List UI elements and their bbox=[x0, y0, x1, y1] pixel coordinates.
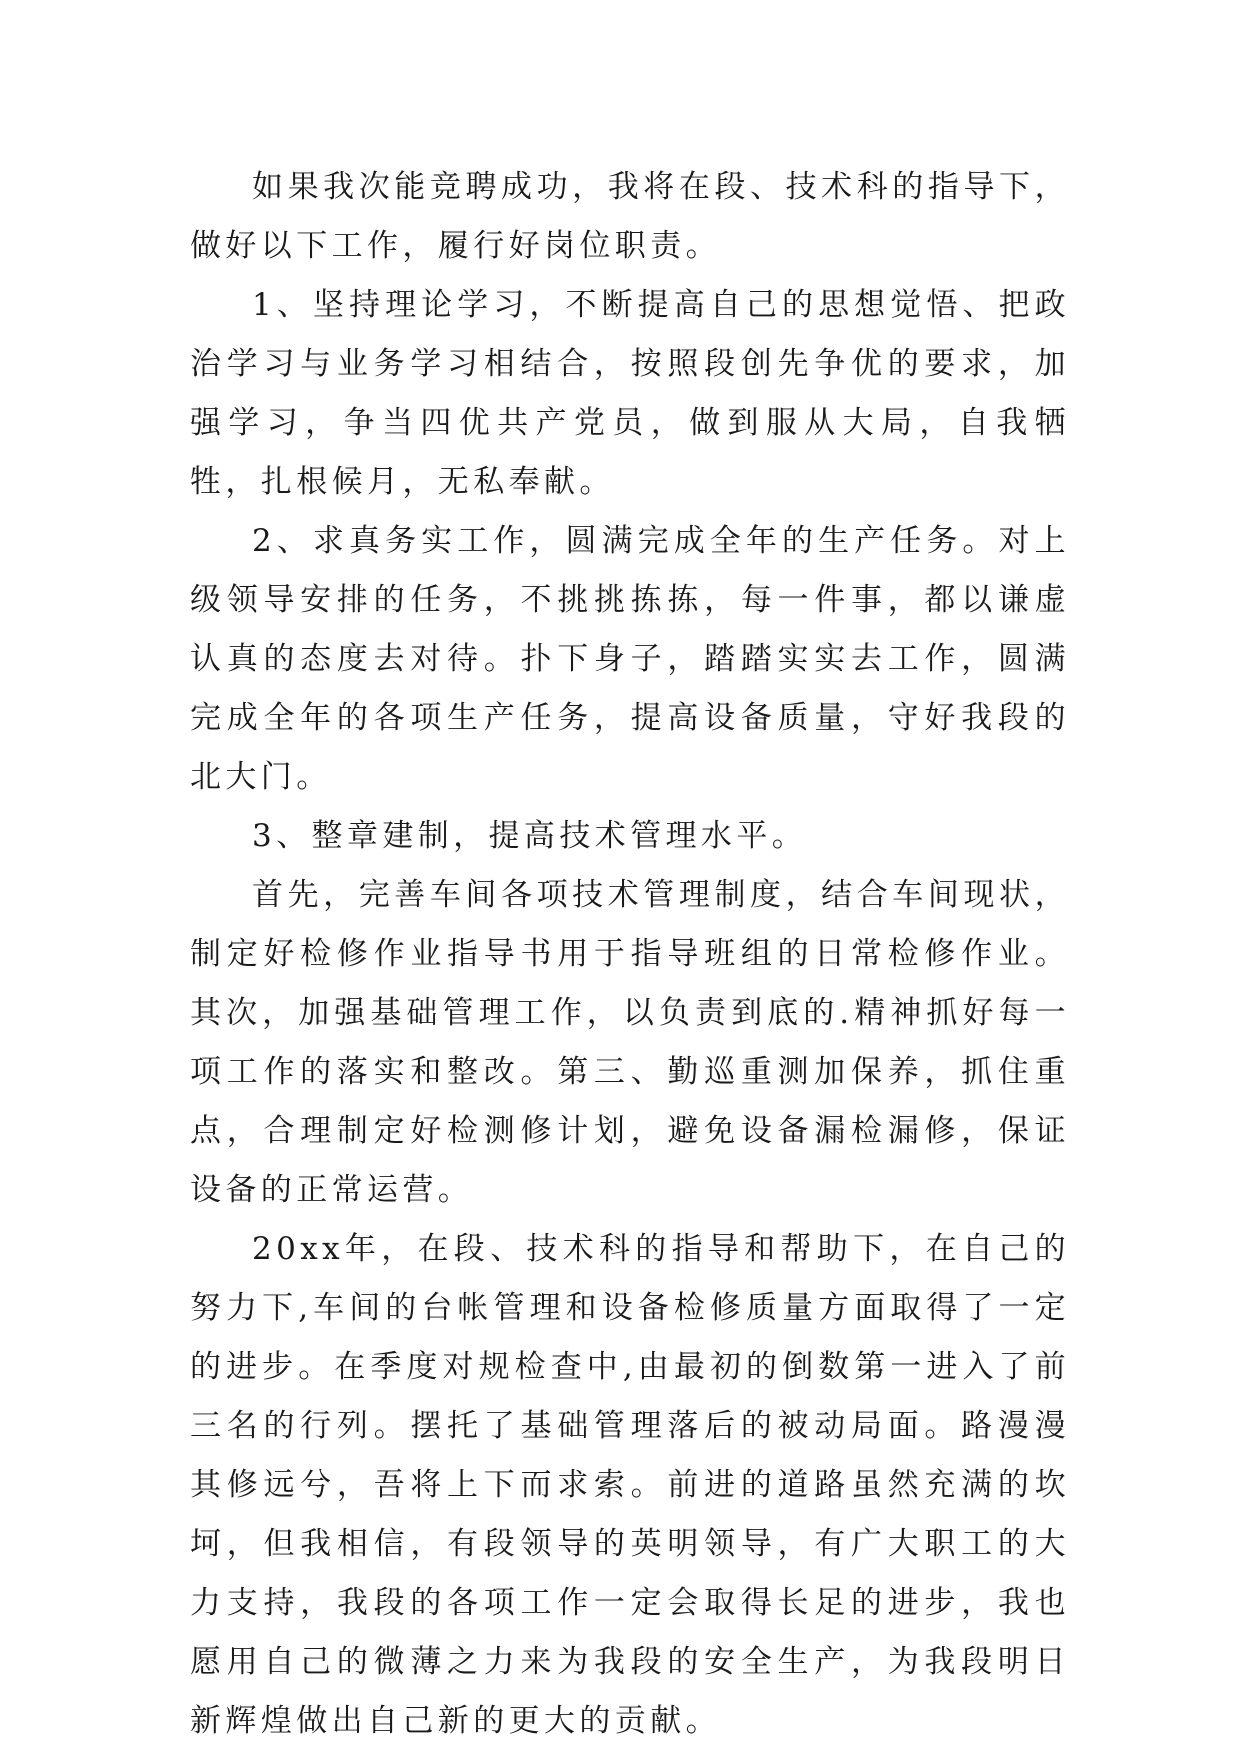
paragraph-conclusion: 20xx年，在段、技术科的指导和帮助下，在自己的努力下,车间的台帐管理和设备检修质量方面取得了一定的进步。在季度对规检查中,由最初的倒数第一进入了前三名的行列。摆托了基础管理落后的被动局面。路漫漫其修远兮，吾将上下而求索。前进的道路虽然充满的坎坷，但我相信，有段领导的英明领导，有广大职工的大力支持，我段的各项工作一定会取得长足的进步，我也愿用自己的微薄之力来为我段的安全生产，为我段明日新辉煌做出自己新的更大的贡献。 bbox=[190, 1231, 1070, 1739]
document-body bbox=[190, 158, 1070, 1751]
paragraph-measures: 首先，完善车间各项技术管理制度，结合车间现状，制定好检修作业指导书用于指导班组的日常检修作业。其次，加强基础管理工作，以负责到底的.精神抓好每一项工作的落实和整改。第三、勤巡重测加保养，抓住重点，合理制定好检测修计划，避免设备漏检漏修，保证设备的正常运营。 bbox=[190, 877, 1070, 1208]
paragraph-item-2: 2、求真务实工作，圆满完成全年的生产任务。对上级领导安排的任务，不挑挑拣拣，每一件事，都以谦虚认真的态度去对待。扑下身子，踏踏实实去工作，圆满完成全年的各项生产任务，提高设备质量，守好我段的北大门。 bbox=[190, 523, 1070, 795]
paragraph-item-1: 1、坚持理论学习，不断提高自己的思想觉悟、把政治学习与业务学习相结合，按照段创先争优的要求，加强学习，争当四优共产党员，做到服从大局，自我牺牲，扎根候月，无私奉献。 bbox=[190, 287, 1070, 500]
paragraph-commitment: 如果我次能竞聘成功，我将在段、技术科的指导下，做好以下工作，履行好岗位职责。 bbox=[190, 169, 1070, 264]
paragraph-item-3: 3、整章建制，提高技术管理水平。 bbox=[252, 818, 808, 854]
